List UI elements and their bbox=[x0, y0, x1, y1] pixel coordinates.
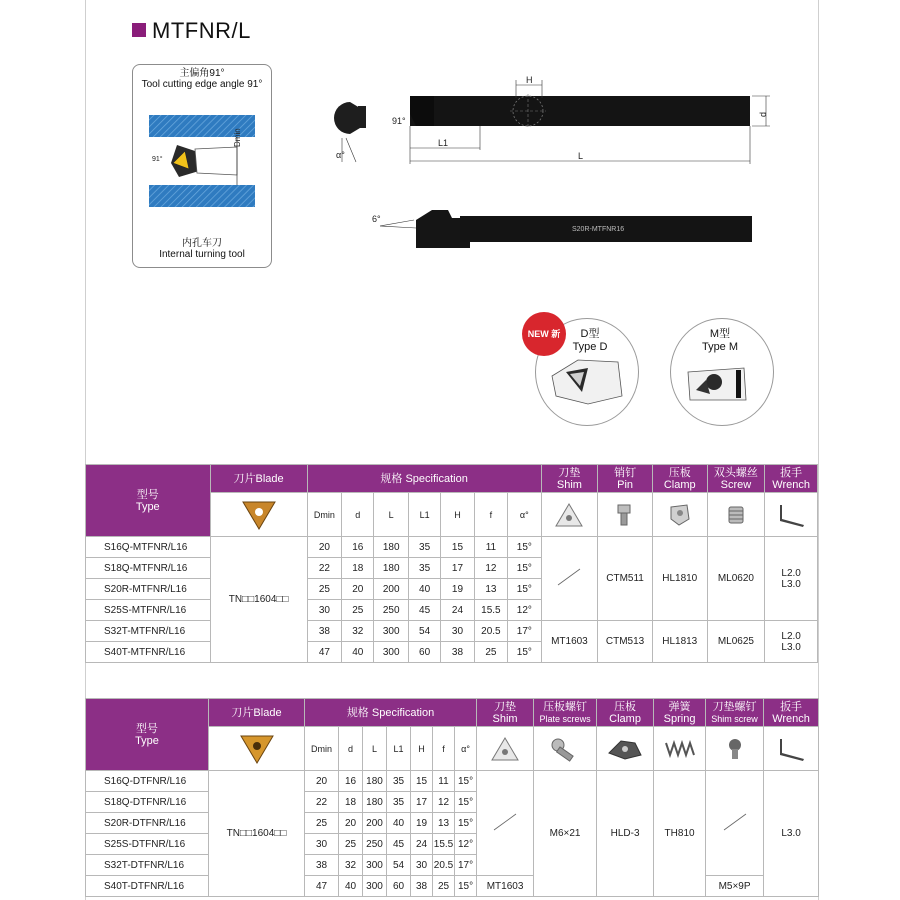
table-cell: 32 bbox=[339, 855, 363, 876]
angle-alpha-label: α° bbox=[336, 150, 345, 160]
table-cell: 300 bbox=[374, 621, 408, 642]
t2-spring-value: TH810 bbox=[654, 771, 706, 897]
table-cell: 17° bbox=[455, 855, 477, 876]
table-cell: 12° bbox=[455, 834, 477, 855]
table-cell: 24 bbox=[411, 834, 433, 855]
t2-insert-code: TN□□1604□□ bbox=[209, 771, 305, 897]
table-cell: 47 bbox=[305, 876, 339, 897]
table-cell: 11 bbox=[433, 771, 455, 792]
table-cell: 200 bbox=[374, 579, 408, 600]
t1-insert-code: TN□□1604□□ bbox=[210, 537, 307, 663]
t2-pscrew-icon bbox=[534, 727, 597, 771]
t1-blade-icon bbox=[210, 493, 307, 537]
table-cell: 35 bbox=[387, 792, 411, 813]
table-cell: 15° bbox=[508, 558, 541, 579]
t2-blade-header: 刀片Blade bbox=[209, 699, 305, 727]
t2-wrench-header: 扳手 Wrench bbox=[764, 699, 819, 727]
t1-col-f: f bbox=[474, 493, 507, 537]
t2-shim-g2: MT1603 bbox=[477, 876, 534, 897]
table-cell: 32 bbox=[342, 621, 374, 642]
table-cell: 20 bbox=[342, 579, 374, 600]
table-cell: 30 bbox=[411, 855, 433, 876]
table-cell: 15.5 bbox=[433, 834, 455, 855]
boring-bar-drawing bbox=[320, 70, 780, 260]
t1-col-h: H bbox=[441, 493, 474, 537]
inset-tool-cn: 内孔车刀 bbox=[182, 238, 222, 249]
table-cell: 60 bbox=[387, 876, 411, 897]
type-d-icon bbox=[548, 356, 628, 408]
table-row: S25S-MTFNR/L16 bbox=[86, 600, 211, 621]
t1-shim-icon bbox=[541, 493, 598, 537]
table-cell: 25 bbox=[342, 600, 374, 621]
table-cell: 300 bbox=[374, 642, 408, 663]
table-row: S40T-DTFNR/L16 bbox=[86, 876, 209, 897]
mtfnr-spec-table bbox=[85, 464, 818, 663]
t1-screw-g2: ML0625 bbox=[707, 621, 765, 663]
table-row: S25S-DTFNR/L16 bbox=[86, 834, 209, 855]
table-cell: 40 bbox=[339, 876, 363, 897]
table-cell: 19 bbox=[441, 579, 474, 600]
dim-l1-label: L1 bbox=[438, 138, 449, 148]
page-title: MTFNR/L bbox=[152, 18, 251, 43]
new-badge: NEW 新 bbox=[522, 312, 566, 356]
table-row: S18Q-DTFNR/L16 bbox=[86, 792, 209, 813]
table-cell: 30 bbox=[307, 600, 341, 621]
table-cell: 17° bbox=[508, 621, 541, 642]
table-cell: 15° bbox=[508, 537, 541, 558]
table-cell: 15° bbox=[508, 642, 541, 663]
table-cell: 38 bbox=[411, 876, 433, 897]
table-cell: 16 bbox=[342, 537, 374, 558]
table-cell: 180 bbox=[363, 771, 387, 792]
t2-sscrew-header: 刀垫螺钉 Shim screw bbox=[706, 699, 764, 727]
t1-wrench-g1: L2.0 L3.0 bbox=[765, 537, 818, 621]
table-cell: 12 bbox=[474, 558, 507, 579]
table-cell: 300 bbox=[363, 855, 387, 876]
dim-l-label: L bbox=[578, 151, 584, 161]
t1-col-dmin: Dmin bbox=[307, 493, 341, 537]
table-cell: 35 bbox=[408, 537, 440, 558]
t2-spring-header: 弹簧 Spring bbox=[654, 699, 706, 727]
table-cell: 11 bbox=[474, 537, 507, 558]
table-cell: 16 bbox=[339, 771, 363, 792]
table-cell: 17 bbox=[411, 792, 433, 813]
dtfnr-spec-table bbox=[85, 698, 819, 897]
table-cell: 250 bbox=[363, 834, 387, 855]
table-cell: 15 bbox=[441, 537, 474, 558]
table-cell: 54 bbox=[387, 855, 411, 876]
t1-shim-none bbox=[541, 537, 598, 621]
t1-pin-icon bbox=[598, 493, 653, 537]
t1-model-header: 型号 Type bbox=[86, 465, 211, 537]
table-cell: 25 bbox=[339, 834, 363, 855]
table-cell: 38 bbox=[307, 621, 341, 642]
t1-pin-header: 销钉 Pin bbox=[598, 465, 653, 493]
t1-col-alpha: α° bbox=[508, 493, 541, 537]
table-cell: 200 bbox=[363, 813, 387, 834]
type-m-cn: M型 bbox=[709, 328, 731, 340]
table-cell: 40 bbox=[342, 642, 374, 663]
type-m-icon bbox=[684, 360, 764, 404]
table-cell: 35 bbox=[387, 771, 411, 792]
t2-sscrew-none bbox=[706, 771, 764, 876]
t2-wrench-value: L3.0 bbox=[764, 771, 819, 897]
angle-91-label: 91° bbox=[392, 116, 406, 126]
inset-dmin-label: Dmin bbox=[233, 128, 242, 147]
table-cell: 20 bbox=[339, 813, 363, 834]
t1-wrench-g2: L2.0 L3.0 bbox=[765, 621, 818, 663]
table-cell: 15.5 bbox=[474, 600, 507, 621]
type-d-cn: D型 bbox=[580, 328, 600, 340]
bore-illustration bbox=[133, 93, 271, 243]
table-cell: 15° bbox=[455, 876, 477, 897]
t1-clamp-icon bbox=[652, 493, 707, 537]
table-row: S16Q-DTFNR/L16 bbox=[86, 771, 209, 792]
table-cell: 15° bbox=[455, 792, 477, 813]
table-cell: 13 bbox=[433, 813, 455, 834]
table-cell: 18 bbox=[339, 792, 363, 813]
table-cell: 20.5 bbox=[433, 855, 455, 876]
table-cell: 25 bbox=[305, 813, 339, 834]
table-cell: 40 bbox=[408, 579, 440, 600]
table-cell: 15° bbox=[508, 579, 541, 600]
table-cell: 180 bbox=[374, 537, 408, 558]
table-cell: 38 bbox=[305, 855, 339, 876]
bar-end-profile bbox=[334, 102, 360, 134]
t2-clamp-icon bbox=[597, 727, 654, 771]
t1-pin-g2: CTM513 bbox=[598, 621, 653, 663]
bar-body bbox=[410, 96, 750, 126]
table-cell: 35 bbox=[408, 558, 440, 579]
table-row: S20R-DTFNR/L16 bbox=[86, 813, 209, 834]
table-cell: 54 bbox=[408, 621, 440, 642]
table-cell: 20 bbox=[307, 537, 341, 558]
t1-shim-header: 刀垫 Shim bbox=[541, 465, 598, 493]
t1-wrench-header: 扳手 Wrench bbox=[765, 465, 818, 493]
t1-blade-header: 刀片Blade bbox=[210, 465, 307, 493]
t1-col-d: d bbox=[342, 493, 374, 537]
table-row: S32T-MTFNR/L16 bbox=[86, 621, 211, 642]
title-marker bbox=[132, 23, 146, 37]
table-cell: 30 bbox=[305, 834, 339, 855]
table-cell: 30 bbox=[441, 621, 474, 642]
table-cell: 250 bbox=[374, 600, 408, 621]
t2-col-l: L bbox=[363, 727, 387, 771]
tool-angle-inset bbox=[132, 64, 272, 268]
table-cell: 300 bbox=[363, 876, 387, 897]
t1-col-l1: L1 bbox=[408, 493, 440, 537]
t2-model-header: 型号 Type bbox=[86, 699, 209, 771]
t1-clamp-header: 压板 Clamp bbox=[652, 465, 707, 493]
table-cell: 20.5 bbox=[474, 621, 507, 642]
table-cell: 20 bbox=[305, 771, 339, 792]
table-cell: 38 bbox=[441, 642, 474, 663]
dim-h-label: H bbox=[526, 75, 533, 85]
angle-6-label: 6° bbox=[372, 214, 381, 224]
t1-clamp-g1: HL1810 bbox=[652, 537, 707, 621]
t2-spec-header: 规格 Specification bbox=[305, 699, 477, 727]
table-cell: 18 bbox=[342, 558, 374, 579]
t2-clamp-header: 压板 Clamp bbox=[597, 699, 654, 727]
t2-col-h: H bbox=[411, 727, 433, 771]
table-cell: 22 bbox=[305, 792, 339, 813]
inset-angle-en: Tool cutting edge angle 91° bbox=[141, 79, 263, 90]
type-m-en: Type M bbox=[701, 341, 739, 353]
table-cell: 13 bbox=[474, 579, 507, 600]
table-cell: 12 bbox=[433, 792, 455, 813]
t1-col-l: L bbox=[374, 493, 408, 537]
t2-col-alpha: α° bbox=[455, 727, 477, 771]
t2-col-f: f bbox=[433, 727, 455, 771]
t1-wrench-icon bbox=[765, 493, 818, 537]
table-cell: 180 bbox=[374, 558, 408, 579]
table-cell: 17 bbox=[441, 558, 474, 579]
t2-wrench-icon bbox=[764, 727, 819, 771]
t2-blade-icon bbox=[209, 727, 305, 771]
table-row: S20R-MTFNR/L16 bbox=[86, 579, 211, 600]
dim-d-label: d bbox=[758, 111, 768, 117]
t2-sscrew-icon bbox=[706, 727, 764, 771]
t2-col-d: d bbox=[339, 727, 363, 771]
t2-col-dmin: Dmin bbox=[305, 727, 339, 771]
table-cell: 22 bbox=[307, 558, 341, 579]
t1-clamp-g2: HL1813 bbox=[652, 621, 707, 663]
t1-screw-g1: ML0620 bbox=[707, 537, 765, 621]
table-cell: 25 bbox=[433, 876, 455, 897]
table-cell: 47 bbox=[307, 642, 341, 663]
table-cell: 25 bbox=[474, 642, 507, 663]
table-cell: 19 bbox=[411, 813, 433, 834]
t2-clamp-value: HLD-3 bbox=[597, 771, 654, 897]
inset-angle-cn: 主偏角91° bbox=[179, 68, 225, 79]
table-cell: 60 bbox=[408, 642, 440, 663]
t2-shim-none bbox=[477, 771, 534, 876]
t2-spring-icon bbox=[654, 727, 706, 771]
t2-shim-icon bbox=[477, 727, 534, 771]
t1-shim-g2: MT1603 bbox=[541, 621, 598, 663]
table-cell: 15° bbox=[455, 813, 477, 834]
t2-col-l1: L1 bbox=[387, 727, 411, 771]
table-cell: 15 bbox=[411, 771, 433, 792]
bar-engraving: S20R-MTFNR16 bbox=[572, 226, 625, 233]
table-row: S18Q-MTFNR/L16 bbox=[86, 558, 211, 579]
table-row: S40T-MTFNR/L16 bbox=[86, 642, 211, 663]
table-cell: 45 bbox=[387, 834, 411, 855]
t2-pscrew-value: M6×21 bbox=[534, 771, 597, 897]
inset-91-label: 91° bbox=[152, 156, 163, 163]
t2-shim-header: 刀垫 Shim bbox=[477, 699, 534, 727]
t1-screw-header: 双头螺丝 Screw bbox=[707, 465, 765, 493]
table-cell: 40 bbox=[387, 813, 411, 834]
t1-screw-icon bbox=[707, 493, 765, 537]
inset-tool-en: Internal turning tool bbox=[159, 249, 245, 260]
table-cell: 45 bbox=[408, 600, 440, 621]
table-row: S16Q-MTFNR/L16 bbox=[86, 537, 211, 558]
table-cell: 180 bbox=[363, 792, 387, 813]
t1-pin-g1: CTM511 bbox=[598, 537, 653, 621]
t1-spec-header: 规格 Specification bbox=[307, 465, 541, 493]
table-cell: 25 bbox=[307, 579, 341, 600]
table-cell: 15° bbox=[455, 771, 477, 792]
type-d-en: Type D bbox=[572, 341, 608, 353]
table-cell: 24 bbox=[441, 600, 474, 621]
table-cell: 12° bbox=[508, 600, 541, 621]
table-row: S32T-DTFNR/L16 bbox=[86, 855, 209, 876]
t2-sscrew-g2: M5×9P bbox=[706, 876, 764, 897]
t2-pscrew-header: 压板螺钉 Plate screws bbox=[534, 699, 597, 727]
